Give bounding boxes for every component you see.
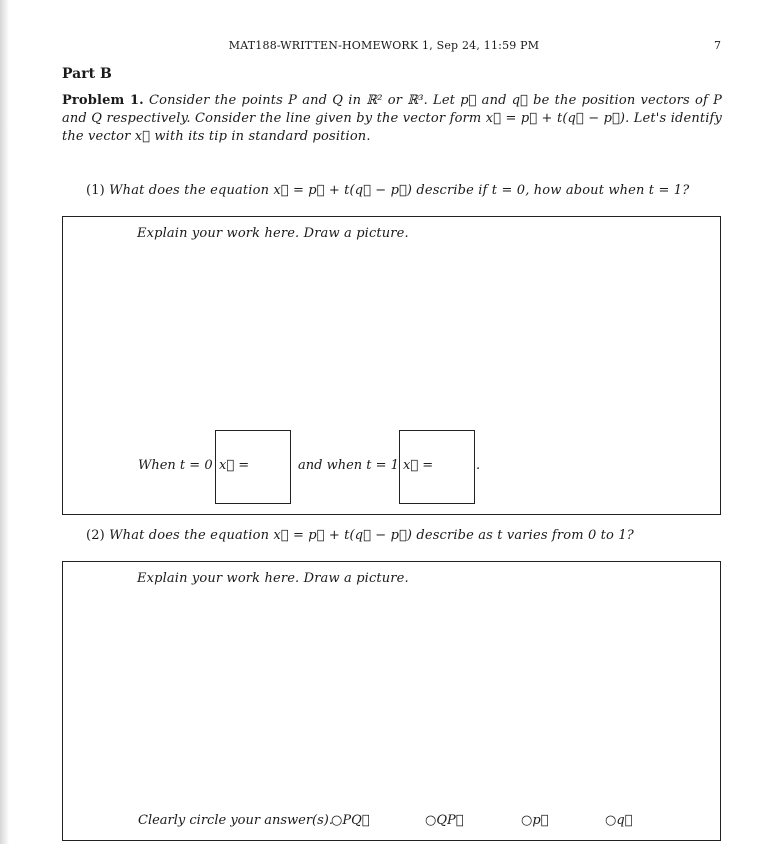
- sentence-period: .: [476, 458, 481, 473]
- answer-area-2[interactable]: [62, 561, 721, 841]
- question-1-text: What does the equation x⃗ = p⃗ + t(q⃗ − p⃗) describe if t = 0, how about when t = 1?: [109, 183, 690, 198]
- when-t1-label: and when t = 1: [298, 458, 399, 473]
- problem-text: Consider the points P and Q in ℝ² or ℝ³. Let p⃗ and q⃗ be the position vectors of P and Q respectively. Consider the line given by the vector form x⃗ = p⃗ + t(q⃗ − p⃗). Let's identify the vector x⃗ with its tip in standard position.: [62, 93, 723, 144]
- part-title: Part B: [62, 66, 112, 82]
- page-edge-shadow: [0, 0, 9, 844]
- problem-label: Problem 1.: [62, 93, 144, 108]
- document-header: MAT188-WRITTEN-HOMEWORK 1, Sep 24, 11:59 PM: [228, 39, 540, 52]
- question-1-number: (1): [86, 183, 105, 198]
- explain-prompt-1: Explain your work here. Draw a picture.: [137, 226, 409, 241]
- page-number: 7: [714, 39, 721, 52]
- question-2-text: What does the equation x⃗ = p⃗ + t(q⃗ − p⃗) describe as t varies from 0 to 1?: [109, 528, 634, 543]
- choice-q[interactable]: ○q⃗: [605, 813, 633, 828]
- question-2-number: (2): [86, 528, 105, 543]
- choice-PQ[interactable]: ○PQ⃗: [331, 813, 370, 828]
- question-1: [86, 183, 689, 198]
- choice-p[interactable]: ○p⃗: [521, 813, 549, 828]
- x-equals-label-2: x⃗ =: [403, 458, 434, 473]
- choice-QP[interactable]: ○QP⃗: [425, 813, 464, 828]
- question-2: [86, 528, 634, 543]
- problem-statement: [62, 92, 722, 146]
- explain-prompt-2: Explain your work here. Draw a picture.: [137, 571, 409, 586]
- x-equals-overlay-1: x⃗ =: [219, 458, 250, 473]
- when-t0-label: When t = 0: [138, 458, 213, 473]
- circle-prompt: Clearly circle your answer(s).: [138, 813, 333, 828]
